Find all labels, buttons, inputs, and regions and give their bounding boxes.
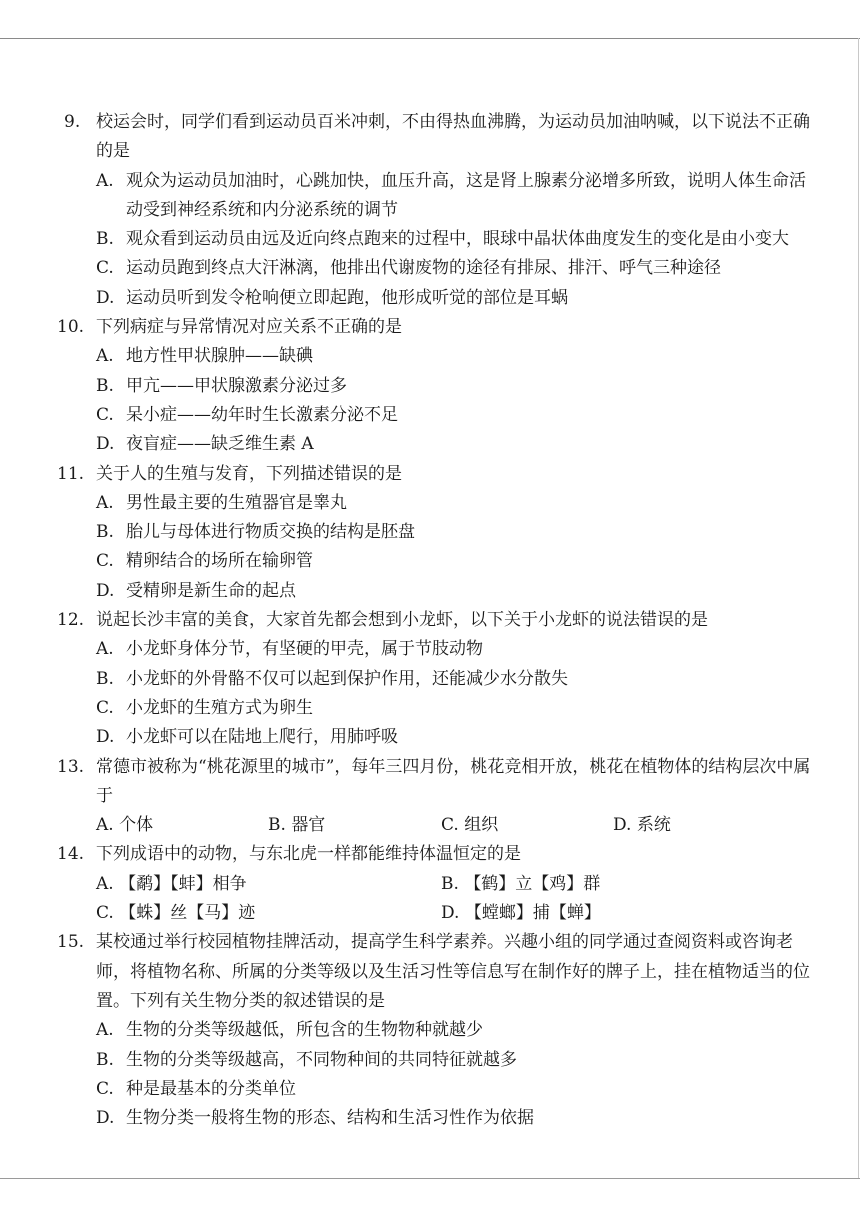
option-text: 生物的分类等级越低，所包含的生物物种就越少 (126, 1020, 483, 1041)
question-stem: 下列成语中的动物，与东北虎一样都能维持体温恒定的是 (96, 844, 521, 865)
question-number: 10. (57, 317, 85, 338)
option-letter: A. (96, 815, 114, 836)
option-10-a (0, 342, 860, 371)
option-letter: A. (96, 873, 114, 894)
option-12-d (0, 723, 860, 752)
option-11-d (0, 577, 860, 606)
option-14-b (441, 870, 600, 899)
option-text: 运动员听到发令枪响便立即起跑，他形成听觉的部位是耳蜗 (126, 287, 568, 308)
option-9-d (0, 284, 860, 313)
question-number: 13. (57, 756, 85, 777)
option-letter: B. (268, 815, 286, 836)
option-text: 呆小症——幼年时生长激素分泌不足 (126, 404, 398, 425)
option-letter: C. (96, 551, 114, 572)
option-letter: A. (96, 492, 114, 513)
option-14-d (441, 899, 601, 928)
option-letter: C. (441, 815, 459, 836)
option-9-a (0, 167, 860, 226)
option-letter: A. (96, 1020, 114, 1041)
option-letter: C. (96, 258, 114, 279)
option-15-c (0, 1075, 860, 1104)
option-text: 受精卵是新生命的起点 (126, 580, 296, 601)
question-number: 9. (64, 112, 81, 132)
option-text: 精卵结合的场所在输卵管 (126, 551, 313, 572)
option-text: 胎儿与母体进行物质交换的结构是胚盘 (126, 522, 415, 543)
options-row-14-cd (0, 899, 860, 928)
exam-content (0, 108, 860, 1133)
question-stem: 说起长沙丰富的美食，大家首先都会想到小龙虾，以下关于小龙虾的说法错误的是 (96, 610, 708, 631)
option-text: 小龙虾的生殖方式为卵生 (126, 697, 313, 718)
option-15-a (0, 1016, 860, 1045)
option-12-a (0, 635, 860, 664)
option-13-b (268, 811, 325, 840)
option-13-c (441, 811, 498, 840)
question-number: 15. (57, 932, 85, 953)
option-10-d (0, 430, 860, 459)
option-text: 种是最基本的分类单位 (126, 1078, 296, 1099)
question-10 (0, 313, 860, 342)
option-text: 生物分类一般将生物的形态、结构和生活习性作为依据 (126, 1108, 534, 1129)
option-text: 小龙虾可以在陆地上爬行，用肺呼吸 (126, 727, 398, 748)
question-13 (0, 753, 860, 812)
option-text: 夜盲症——缺乏维生素 A (126, 434, 314, 455)
question-stem: 常德市被称为“桃花源里的城市”，每年三四月份，桃花竞相开放，桃花在植物体的结构层次中属于 (96, 756, 811, 806)
option-letter: D. (96, 434, 115, 455)
question-stem: 关于人的生殖与发育，下列描述错误的是 (96, 463, 402, 484)
option-text: 组织 (464, 815, 499, 836)
option-letter: A. (96, 170, 114, 191)
option-letter: B. (441, 873, 459, 894)
option-10-c (0, 401, 860, 430)
option-14-a (96, 870, 247, 899)
question-number: 14. (57, 844, 85, 865)
options-row-13 (0, 811, 860, 840)
option-text: 系统 (636, 815, 671, 836)
option-text: 【鹤】立【鸡】群 (464, 873, 601, 894)
option-text: 观众看到运动员由远及近向终点跑来的过程中，眼球中晶状体曲度发生的变化是由小变大 (126, 229, 789, 250)
option-12-b (0, 665, 860, 694)
option-letter: B. (96, 375, 114, 396)
option-letter: D. (96, 727, 115, 748)
option-letter: B. (96, 1049, 114, 1070)
option-11-a (0, 489, 860, 518)
option-letter: C. (96, 697, 114, 718)
option-11-c (0, 547, 860, 576)
option-13-d (613, 811, 671, 840)
question-12 (0, 606, 860, 635)
option-10-b (0, 372, 860, 401)
option-15-b (0, 1046, 860, 1075)
options-row-14-ab (0, 870, 860, 899)
option-text: 甲亢——甲状腺激素分泌过多 (126, 375, 347, 396)
option-9-b (0, 225, 860, 254)
option-14-c (96, 899, 255, 928)
option-letter: D. (96, 580, 115, 601)
option-15-d (0, 1104, 860, 1133)
option-11-b (0, 518, 860, 547)
option-text: 运动员跑到终点大汗淋漓，他排出代谢废物的途径有排尿、排汗、呼气三种途径 (126, 258, 721, 279)
option-letter: D. (441, 903, 460, 924)
question-9 (0, 108, 860, 167)
option-9-c (0, 254, 860, 283)
option-letter: B. (96, 522, 114, 543)
page-bottom-edge (0, 1178, 860, 1179)
question-number: 12. (57, 610, 85, 631)
question-number: 11. (57, 463, 85, 484)
option-letter: C. (96, 903, 114, 924)
option-text: 观众为运动员加油时，心跳加快，血压升高，这是肾上腺素分泌增多所致，说明人体生命活动受到神经系统和内分泌系统的调节 (126, 170, 806, 220)
option-letter: D. (96, 287, 115, 308)
page-top-edge (0, 38, 860, 39)
option-letter: A. (96, 639, 114, 660)
option-text: 小龙虾身体分节，有坚硬的甲壳，属于节肢动物 (126, 639, 483, 660)
option-text: 地方性甲状腺肿——缺碘 (126, 346, 313, 367)
question-stem: 某校通过举行校园植物挂牌活动，提高学生科学素养。兴趣小组的同学通过查阅资料或咨询老师，将植物名称、所属的分类等级以及生活习性等信息写在制作好的牌子上，挂在植物适当的位置。下列有关生物分类的叙述错误的是 (96, 932, 810, 1011)
option-letter: B. (96, 229, 114, 250)
option-text: 小龙虾的外骨骼不仅可以起到保护作用，还能减少水分散失 (126, 668, 568, 689)
option-letter: D. (96, 1108, 115, 1129)
option-text: 【螳螂】捕【蝉】 (464, 903, 601, 924)
question-stem: 校运会时，同学们看到运动员百米冲刺，不由得热血沸腾，为运动员加油呐喊，以下说法不正确的是 (96, 112, 810, 162)
option-13-a (96, 811, 153, 840)
question-15 (0, 928, 860, 1016)
question-14 (0, 840, 860, 869)
question-stem: 下列病症与异常情况对应关系不正确的是 (96, 317, 402, 338)
option-text: 【鹬】【蚌】相争 (119, 873, 247, 894)
question-11 (0, 460, 860, 489)
option-letter: A. (96, 346, 114, 367)
option-letter: B. (96, 668, 114, 689)
option-text: 个体 (119, 815, 154, 836)
option-letter: D. (613, 815, 632, 836)
option-text: 生物的分类等级越高，不同物种间的共同特征就越多 (126, 1049, 517, 1070)
option-text: 男性最主要的生殖器官是睾丸 (126, 492, 347, 513)
option-12-c (0, 694, 860, 723)
option-text: 【蛛】丝【马】迹 (119, 903, 256, 924)
option-letter: C. (96, 404, 114, 425)
option-letter: C. (96, 1078, 114, 1099)
option-text: 器官 (291, 815, 326, 836)
